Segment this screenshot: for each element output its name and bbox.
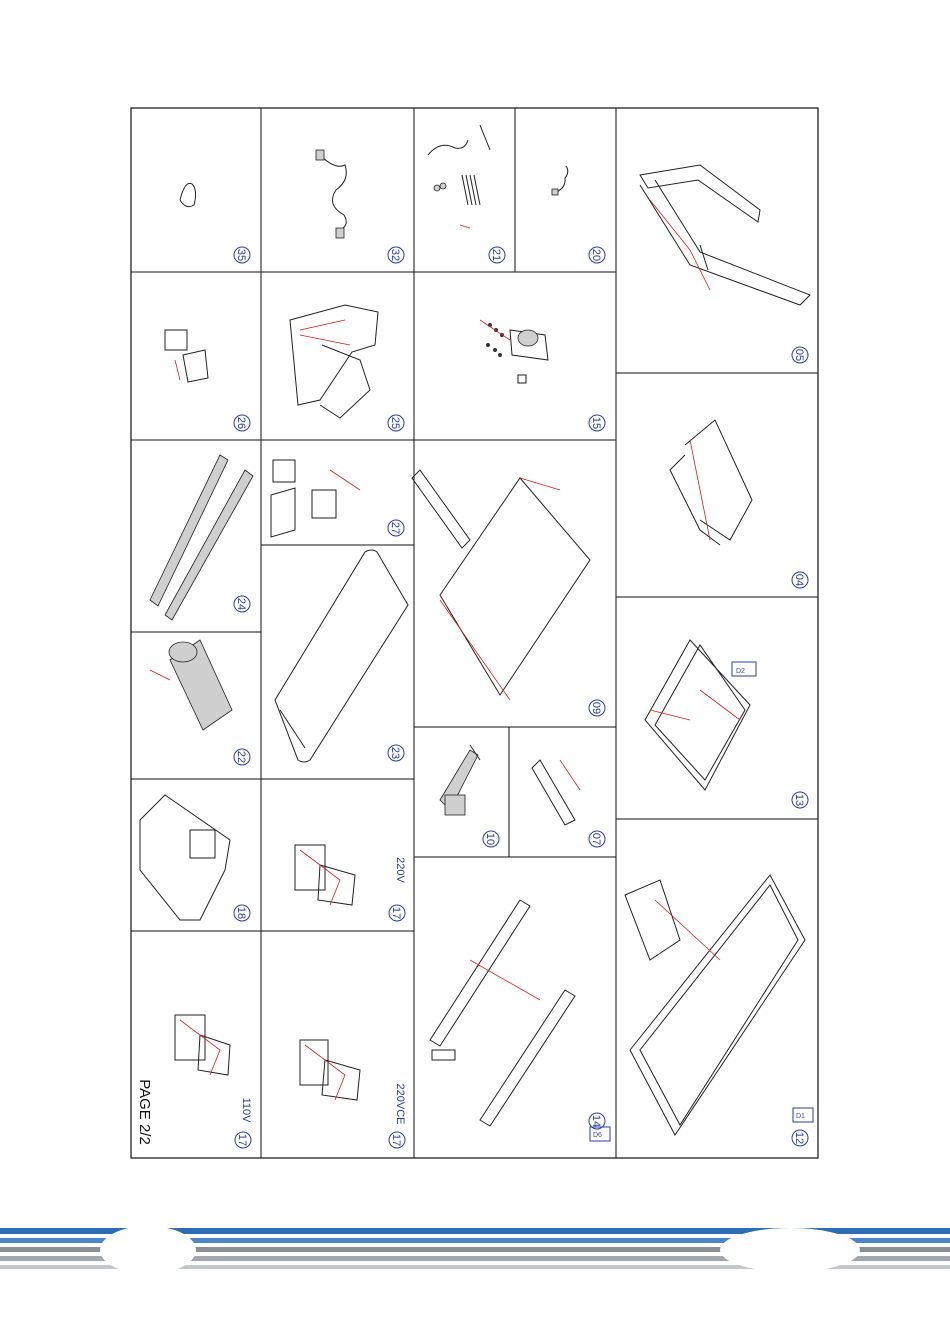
cell-num-15: 15 — [590, 416, 602, 430]
cell-num-21: 21 — [490, 248, 502, 262]
box-d2: D2 — [736, 668, 745, 675]
cell-num-10: 10 — [484, 832, 496, 846]
cell-num-05: 05 — [793, 348, 805, 362]
cell-num-23: 23 — [389, 746, 401, 760]
cell-num-17-110v: 17 — [236, 1133, 248, 1147]
cell-num-27: 27 — [389, 521, 401, 535]
cell-num-04: 04 — [793, 573, 805, 587]
cell-num-17-220vce: 17 — [390, 1133, 402, 1147]
cell-num-18: 18 — [235, 906, 247, 920]
cell-num-24: 24 — [235, 597, 247, 611]
cell-num-07: 07 — [590, 832, 602, 846]
page-label: PAGE 2/2 — [136, 1079, 153, 1145]
cell-num-14: 14 — [590, 1114, 602, 1128]
voltage-label-110v: 110V — [240, 1097, 252, 1123]
footer-stripes — [0, 1222, 950, 1278]
voltage-label-220v: 220V — [394, 857, 406, 883]
cell-num-17-220v: 17 — [390, 906, 402, 920]
box-d1: D1 — [796, 1113, 805, 1120]
cell-num-12: 12 — [793, 1131, 805, 1145]
cell-num-09: 09 — [590, 701, 602, 715]
cell-num-35: 35 — [235, 248, 247, 262]
cell-num-26: 26 — [235, 416, 247, 430]
cell-num-25: 25 — [389, 416, 401, 430]
cell-num-20: 20 — [590, 248, 602, 262]
cell-num-13: 13 — [793, 793, 805, 807]
cell-num-32: 32 — [389, 248, 401, 262]
cell-num-22: 22 — [235, 750, 247, 764]
voltage-label-220vce: 220VCE — [394, 1083, 406, 1125]
box-d6: D6 — [593, 1132, 602, 1139]
